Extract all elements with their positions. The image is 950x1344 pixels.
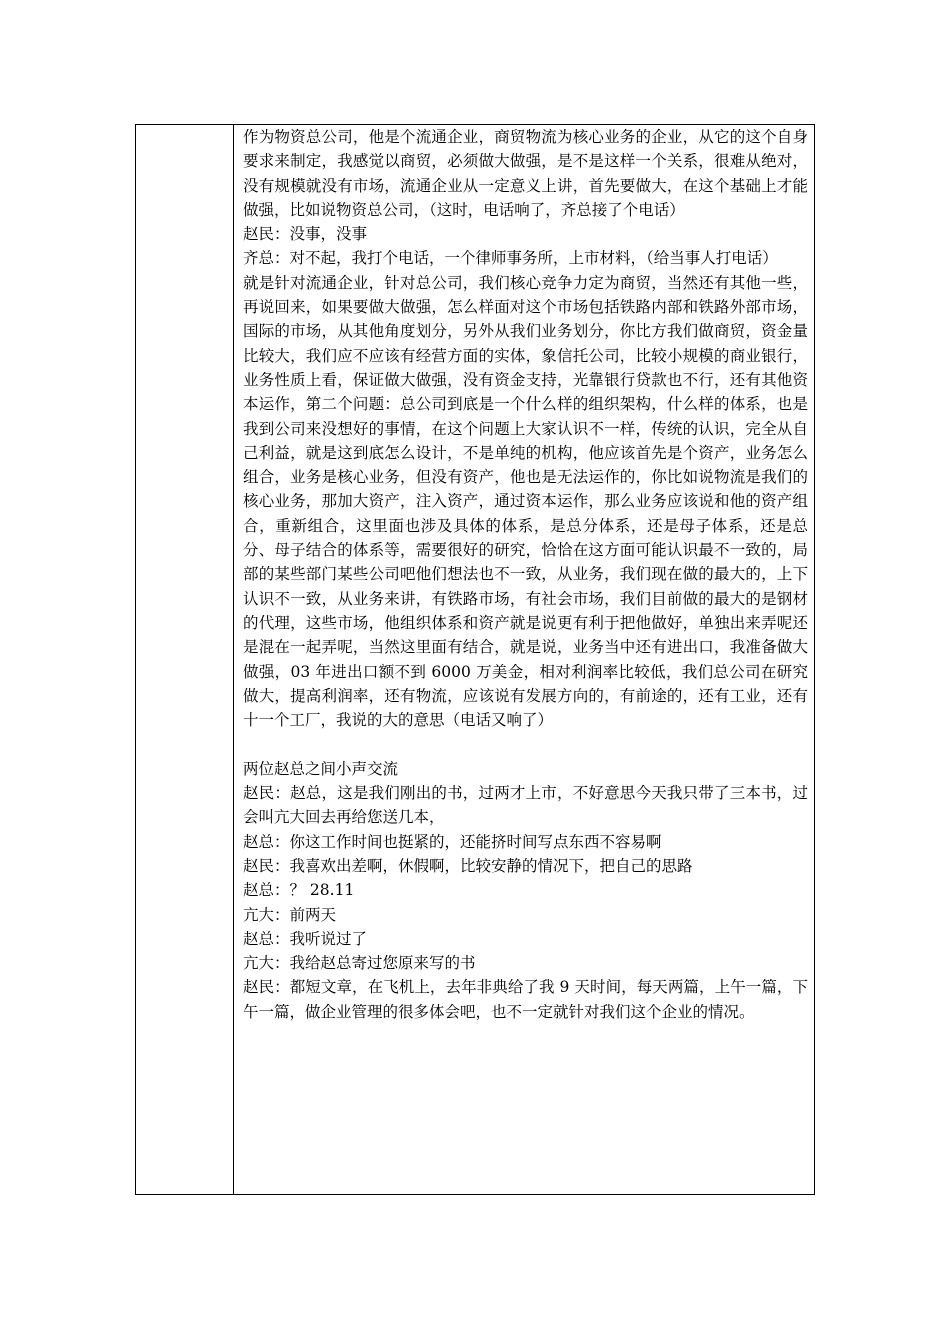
transcript-table	[135, 124, 815, 1195]
dialogue-line: 赵总：你这工作时间也挺紧的，还能挤时间写点东西不容易啊	[243, 832, 662, 851]
transcript-part-1	[243, 125, 808, 732]
paragraph: 就是针对流通企业，针对总公司，我们核心竞争力定为商贸，当然还有其他一些，再说回来，如果要做大做强，怎么样面对这个市场包括铁路内部和铁路外部市场，国际的市场，从其他角度划分，另外从我们业务划分，你比方我们做商贸，资金量比较大，我们应不应该有经营方面的实体，象信托公司，比较小规模的商业银行，业务性质上看，保证做大做强，没有资金支持，光靠银行贷款也不行，还有其他资本运作，第二个问题：总公司到底是一个什么样的组织架构，什么样的体系，也是我到公司来没想好的事情，在这个问题上大家认识不一样，传统的认识，完全从自己利益，就是这到底怎么设计，不是单纯的机构，他应该首先是个资产，业务怎么组合，业务是核心业务，但没有资产，他也是无法运作的，你比如说物流是我们的核心业务，那加大资产，注入资产，通过资本运作，那么业务应该说和他的资产组合，重新组合，这里面也涉及具体的体系，是总分体系，还是母子体系，还是总分、母子结合的体系等，需要很好的研究，恰恰在这方面可能认识最不一致的，局部的某些部门某些公司吧他们想法也不一致，从业务，我们现在做的最大的，上下认识不一致，从业务来讲，有铁路市场，有社会市场，我们目前做的最大的是钢材的代理，这些市场，他组织体系和资产就是说更有利于把他做好，单独出来弄呢还是混在一起弄呢，当然这里面有结合，就是说，业务当中还有进出口，我准备做大做强，03 年进出口额不到 6000 万美金，相对利润率比较低，我们总公司在研究做大，提高利润率，还有物流，应该说有发展方向的，有前途的，还有工业，还有十一个工厂，我说的大的意思（电话又响了）	[243, 273, 808, 730]
dialogue-line: 齐总：对不起，我打个电话，一个律师事务所，上市材料，（给当事人打电话）	[243, 249, 778, 268]
table-left-column	[136, 125, 234, 1194]
blank-line	[243, 732, 808, 756]
paragraph: 作为物资总公司，他是个流通企业，商贸物流为核心业务的企业，从它的这个自身要求来制定，我感觉以商贸，必须做大做强，是不是这样一个关系，很难从绝对，没有规模就没有市场，流通企业从一定意义上讲，首先要做大，在这个基础上才能做强，比如说物资总公司，（这时，电话响了，齐总接了个电话）	[243, 128, 808, 219]
transcript-part-2	[243, 757, 808, 1024]
dialogue-line: 赵民：都短文章，在飞机上，去年非典给了我 9 天时间，每天两篇，上午一篇，下午一篇，做企业管理的很多体会吧，也不一定就针对我们这个企业的情况。	[243, 978, 808, 1021]
dialogue-line: 亢大：我给赵总寄过您原来写的书	[243, 954, 476, 973]
dialogue-line: 赵总：？ 28.11	[243, 881, 355, 900]
dialogue-line: 赵民：我喜欢出差啊，休假啊，比较安静的情况下，把自己的思路	[243, 856, 693, 875]
table-content-cell	[234, 125, 814, 1194]
dialogue-line: 赵民：赵总，这是我们刚出的书，过两才上市，不好意思今天我只带了三本书，过会叫亢大回去再给您送几本，	[243, 784, 808, 827]
dialogue-line: 赵总：我听说过了	[243, 929, 368, 948]
dialogue-line: 亢大：前两天	[243, 905, 337, 924]
dialogue-line: 赵民：没事，没事	[243, 225, 368, 244]
paragraph: 两位赵总之间小声交流	[243, 759, 399, 778]
